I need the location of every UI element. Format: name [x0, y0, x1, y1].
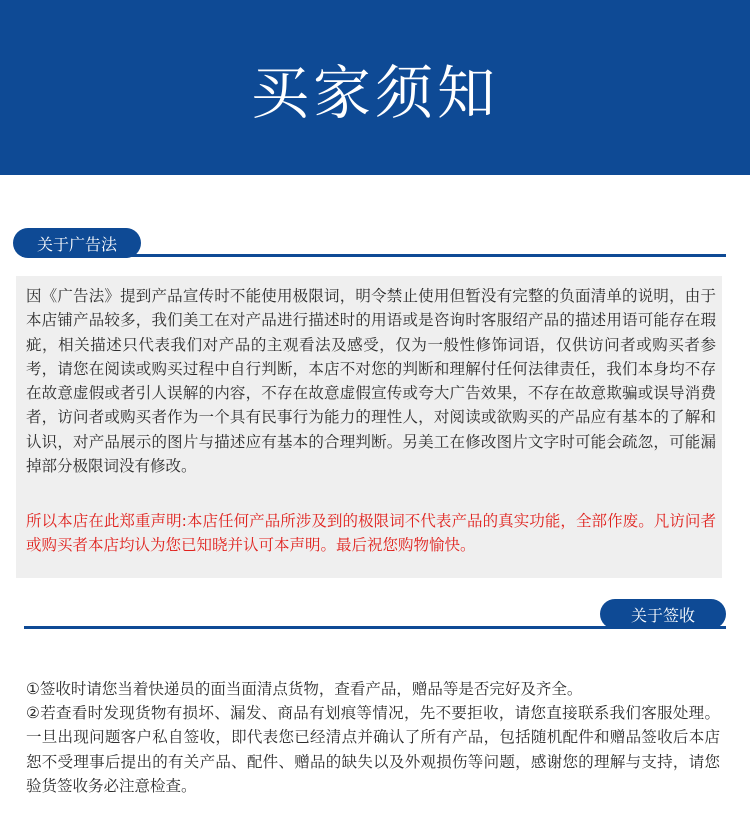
sign-note-2: ②若查看时发现货物有损坏、漏发、商品有划痕等情况，先不要拒收，请您直接联系我们客服处理。一旦出现问题客户私自签收，即代表您已经清点并确认了所有产品，包括随机配件和赠品签收后本店恕不受理事后提出的有关产品、配件、赠品的缺失以及外观损伤等问题，感谢您的理解与支持，请您验货签收务必注意检查。 — [26, 704, 720, 795]
header-banner — [0, 0, 750, 175]
section-tag-advert: 关于广告法 — [13, 228, 141, 258]
section-tag-sign: 关于签收 — [600, 599, 726, 629]
advert-notice-text: 因《广告法》提到产品宣传时不能使用极限词，明令禁止使用但暂没有完整的负面清单的说明，由于本店铺产品较多，我们美工在对产品进行描述时的用语或是咨询时客服绍产品的描述用语可能存在瑕疵，相关描述只代表我们对产品的主观看法及感受，仅为一般性修饰词语，仅供访问者或购买者参考，请您在阅读或购买过程中自行判断，本店不对您的判断和理解付任何法律责任，我们本身均不存在故意虚假或者引人误解的内容，不存在故意虚假宣传或夸大广告效果，不存在故意欺骗或误导消费者，访问者或购买者作为一个具有民事行为能力的理性人，对阅读或欲购买的产品应有基本的了解和认识，对产品展示的图片与描述应有基本的合理判断。另美工在修改图片文字时可能会疏忽，可能漏掉部分极限词没有修改。 — [26, 287, 716, 476]
notice-box — [16, 276, 722, 578]
sign-note-1: ①签收时请您当着快递员的面当面清点货物，查看产品，赠品等是否完好及齐全。 — [26, 680, 583, 698]
page-title: 买家须知 — [250, 58, 499, 127]
statement-text: 所以本店在此郑重声明:本店任何产品所涉及到的极限词不代表产品的真实功能，全部作废。凡访问者或购买者本店均认为您已知晓并认可本声明。最后祝您购物愉快。 — [26, 512, 716, 555]
